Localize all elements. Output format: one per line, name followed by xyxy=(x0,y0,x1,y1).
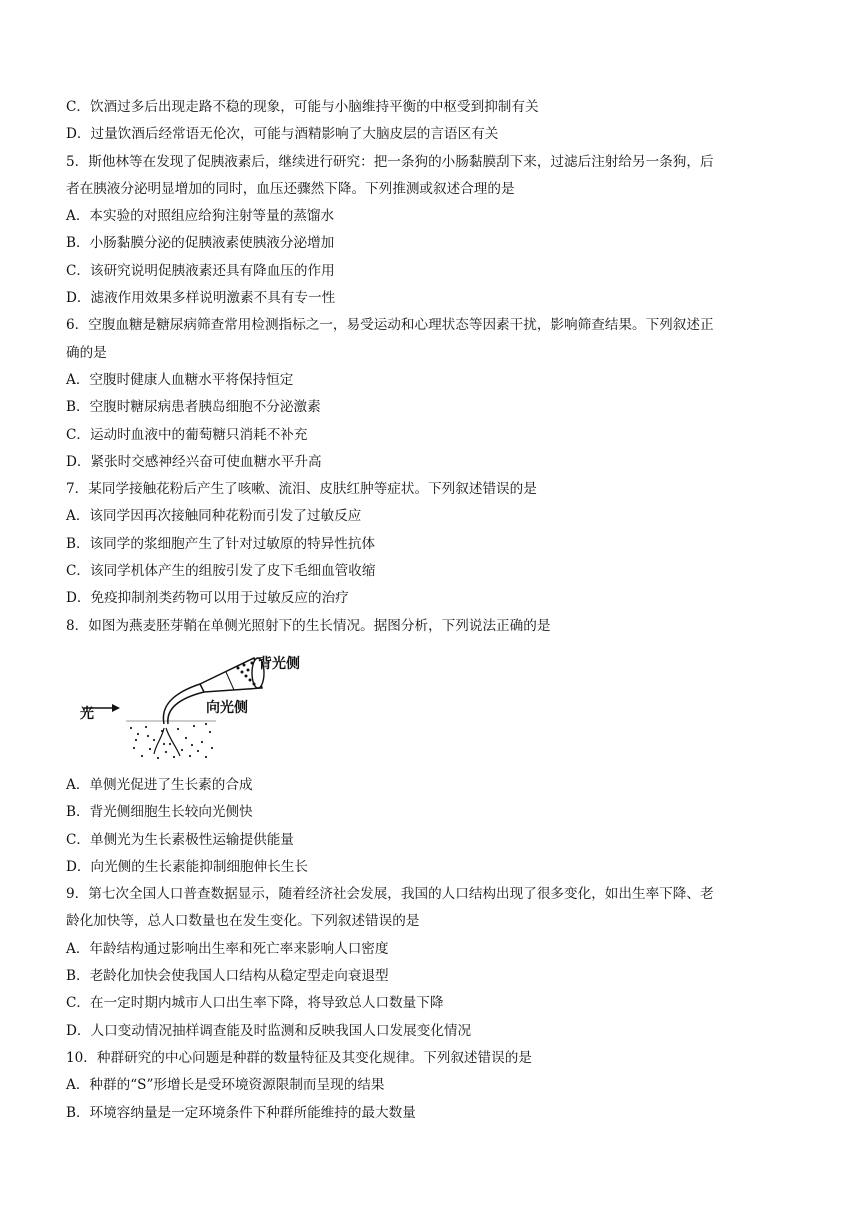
coleoptile-stem xyxy=(163,684,200,724)
q7-stem: 7．某同学接触花粉后产生了咳嗽、流泪、皮肤红肿等症状。下列叙述错误的是 xyxy=(66,481,537,498)
q5-stem-line1: 5．斯他林等在发现了促胰液素后，继续进行研究：把一条狗的小肠黏膜刮下来，过滤后注射给另一条狗，后 xyxy=(66,153,714,170)
q9-option-c: C．在一定时期内城市人口出生率下降，将导致总人口数量下降 xyxy=(66,995,444,1012)
q5-option-c: C．该研究说明促胰液素还具有降血压的作用 xyxy=(66,262,335,279)
q5-stem-line2: 者在胰液分泌明显增加的同时，血压还骤然下降。下列推测或叙述合理的是 xyxy=(66,180,515,197)
q5-option-d: D．滤液作用效果多样说明激素不具有专一性 xyxy=(66,290,336,307)
soil-block xyxy=(126,720,216,762)
front-side-label: 向光侧 xyxy=(206,699,248,716)
q10-option-a: A．种群的“S”形增长是受环境资源限制而呈现的结果 xyxy=(66,1077,385,1094)
q6-stem-line2: 确的是 xyxy=(66,344,107,361)
question-list xyxy=(66,94,806,1127)
q7-option-a: A．该同学因再次接触同种花粉而引发了过敏反应 xyxy=(66,508,362,525)
coleoptile-figure xyxy=(66,640,806,772)
q9-option-d: D．人口变动情况抽样调查能及时监测和反映我国人口发展变化情况 xyxy=(66,1022,472,1039)
q7-option-b: B．该同学的浆细胞产生了针对过敏原的特异性抗体 xyxy=(66,535,376,552)
q8-option-b: B．背光侧细胞生长较向光侧快 xyxy=(66,804,253,821)
back-side-label: 背光侧 xyxy=(258,655,300,672)
q7-option-c: C．该同学机体产生的组胺引发了皮下毛细血管收缩 xyxy=(66,563,376,580)
q4-option-c: C．饮酒过多后出现走路不稳的现象，可能与小脑维持平衡的中枢受到抑制有关 xyxy=(66,99,539,115)
q8-option-a: A．单侧光促进了生长素的合成 xyxy=(66,776,253,793)
q6-option-c: C．运动时血液中的葡萄糖只消耗不补充 xyxy=(66,426,308,443)
q9-stem-line2: 龄化加快等，总人口数量也在发生变化。下列叙述错误的是 xyxy=(66,913,420,930)
q8-stem: 8．如图为燕麦胚芽鞘在单侧光照射下的生长情况。据图分析，下列说法正确的是 xyxy=(66,617,551,634)
q5-option-a: A．本实验的对照组应给狗注射等量的蒸馏水 xyxy=(66,208,335,225)
q5-option-b: B．小肠黏膜分泌的促胰液素使胰液分泌增加 xyxy=(66,235,335,252)
q9-option-b: B．老龄化加快会使我国人口结构从稳定型走向衰退型 xyxy=(66,968,389,985)
q9-stem-line1: 9．第七次全国人口普查数据显示，随着经济社会发展，我国的人口结构出现了很多变化，如出生率下降、老 xyxy=(66,886,714,903)
q10-stem: 10．种群研究的中心问题是种群的数量特征及其变化规律。下列叙述错误的是 xyxy=(66,1049,532,1066)
q6-option-d: D．紧张时交感神经兴奋可使血糖水平升高 xyxy=(66,453,322,470)
q7-option-d: D．免疫抑制剂类药物可以用于过敏反应的治疗 xyxy=(66,590,349,607)
q10-option-b: B．环境容纳量是一定环境条件下种群所能维持的最大数量 xyxy=(66,1104,416,1121)
q9-option-a: A．年龄结构通过影响出生率和死亡率来影响人口密度 xyxy=(66,940,389,957)
light-label: 光 xyxy=(80,705,94,722)
q4-option-d: D．过量饮酒后经常语无伦次，可能与酒精影响了大脑皮层的言语区有关 xyxy=(66,126,499,143)
q6-stem-line1: 6．空腹血糖是糖尿病筛查常用检测指标之一，易受运动和心理状态等因素干扰，影响筛查结果。下列叙述正 xyxy=(66,317,714,334)
q6-option-b: B．空腹时糖尿病患者胰岛细胞不分泌激素 xyxy=(66,399,321,416)
q6-option-a: A．空腹时健康人血糖水平将保持恒定 xyxy=(66,371,294,388)
q8-option-d: D．向光侧的生长素能抑制细胞伸长生长 xyxy=(66,858,308,875)
q8-option-c: C．单侧光为生长素极性运输提供能量 xyxy=(66,831,294,848)
light-arrow-head-icon xyxy=(112,704,120,712)
